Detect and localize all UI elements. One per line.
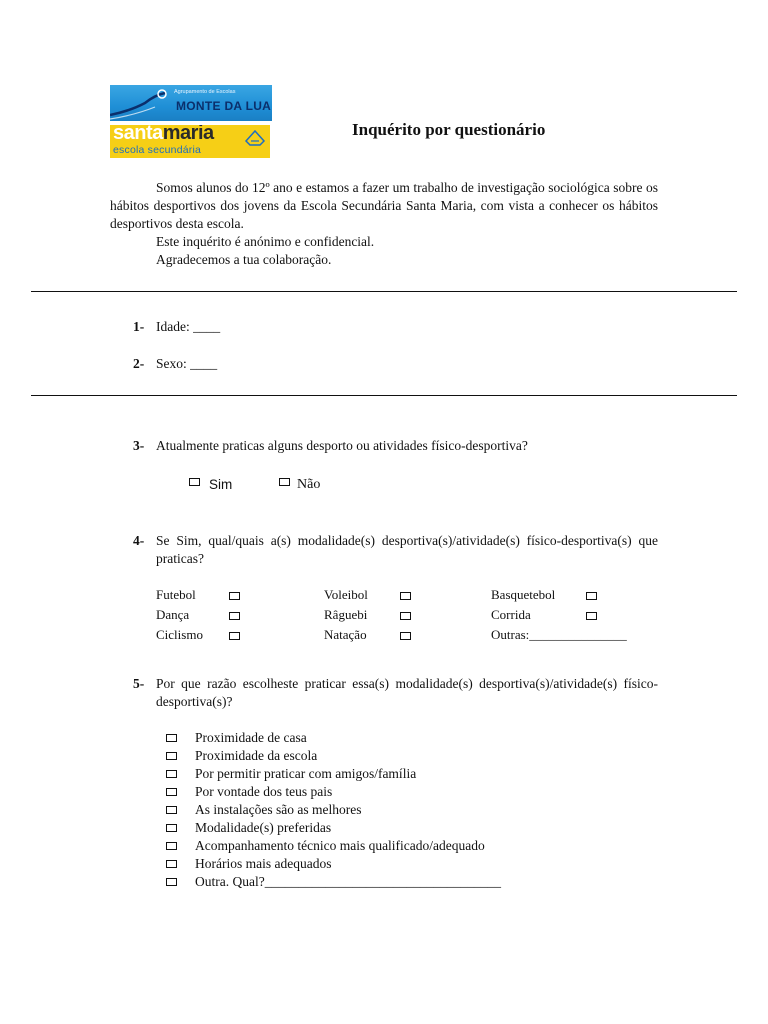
q5-option-label[interactable]: Outra. Qual?___________________________________ [195, 874, 501, 889]
intro-paragraph-2: Este inquérito é anónimo e confidencial. [156, 234, 375, 249]
q4-number: 4- [133, 533, 145, 548]
q5-option-label: Modalidade(s) preferidas [195, 820, 332, 835]
intro-paragraph-3: Agradecemos a tua colaboração. [156, 252, 332, 267]
q4-ciclismo-checkbox[interactable] [229, 632, 240, 640]
monte-da-lua-logo [110, 85, 272, 121]
q3-text: Atualmente praticas alguns desporto ou atividades físico-desportiva? [156, 438, 528, 453]
q3-nao-label: Não [297, 477, 321, 492]
q5-option-checkbox[interactable] [166, 788, 177, 796]
q5-option-label: Proximidade da escola [195, 748, 318, 763]
q4-natacao-checkbox[interactable] [400, 632, 411, 640]
q4-text: Se Sim, qual/quais a(s) modalidade(s) desportiva(s)/atividade(s) físico-desportiva(s) que praticas? [156, 533, 658, 566]
q4-option-corrida: Corrida [491, 607, 531, 622]
q5-option-checkbox[interactable] [166, 878, 177, 886]
q1-text[interactable]: Idade: ____ [156, 319, 221, 334]
q5-option-checkbox[interactable] [166, 806, 177, 814]
page-title: Inquérito por questionário [352, 120, 546, 139]
q5-number: 5- [133, 676, 145, 691]
q2-text[interactable]: Sexo: ____ [156, 356, 218, 371]
q3-sim-label: Sim [209, 477, 233, 492]
q4-option-futebol: Futebol [156, 587, 196, 602]
q4-futebol-checkbox[interactable] [229, 592, 240, 600]
q5-option-checkbox[interactable] [166, 752, 177, 760]
santa-maria-logo [110, 125, 270, 158]
q5-option-checkbox[interactable] [166, 770, 177, 778]
monte-da-lua-emblem-icon [110, 85, 180, 121]
q4-option-voleibol: Voleibol [324, 587, 368, 602]
q4-danca-checkbox[interactable] [229, 612, 240, 620]
q1-number: 1- [133, 319, 145, 334]
q5-option-checkbox[interactable] [166, 842, 177, 850]
q5-option-label: Acompanhamento técnico mais qualificado/adequado [195, 838, 485, 853]
q4-voleibol-checkbox[interactable] [400, 592, 411, 600]
q4-option-raguebi: Râguebi [324, 607, 368, 622]
q5-option-checkbox[interactable] [166, 734, 177, 742]
divider [31, 291, 737, 292]
santa-maria-building-icon [244, 129, 266, 147]
q5-option-checkbox[interactable] [166, 824, 177, 832]
intro-paragraph-1: Somos alunos do 12º ano e estamos a fazer um trabalho de investigação sociológica sobre os hábitos desportivos dos jovens da Escola Secundária Santa Maria, com vista a conhecer os hábitos desportivos desta escola. [110, 180, 658, 231]
q4-option-natacao: Natação [324, 627, 367, 642]
q5-text: Por que razão escolheste praticar essa(s) modalidade(s) desportiva(s)/atividade(s) físico-desportiva(s)? [156, 676, 658, 709]
q5-option-label: Por permitir praticar com amigos/família [195, 766, 417, 781]
q3-nao-checkbox[interactable] [279, 478, 290, 486]
q4-option-danca: Dança [156, 607, 190, 622]
q4-option-basquetebol: Basquetebol [491, 587, 556, 602]
q5-option-label: Proximidade de casa [195, 730, 307, 745]
q4-corrida-checkbox[interactable] [586, 612, 597, 620]
q3-number: 3- [133, 438, 145, 453]
q5-option-label: Por vontade dos teus pais [195, 784, 333, 799]
q5-option-label: As instalações são as melhores [195, 802, 362, 817]
q2-number: 2- [133, 356, 145, 371]
q5-option-label: Horários mais adequados [195, 856, 332, 871]
santa-maria-subtitle: escola secundária [113, 144, 202, 156]
q5-option-checkbox[interactable] [166, 860, 177, 868]
santa-maria-name: santamaria [113, 125, 214, 144]
monte-da-lua-name: MONTE DA LUA [176, 99, 272, 113]
divider [31, 395, 737, 396]
q4-basquetebol-checkbox[interactable] [586, 592, 597, 600]
intro-text [110, 179, 658, 269]
q4-raguebi-checkbox[interactable] [400, 612, 411, 620]
monte-da-lua-subtitle: Agrupamento de Escolas [174, 89, 236, 95]
q4-option-ciclismo: Ciclismo [156, 627, 203, 642]
q3-sim-checkbox[interactable] [189, 478, 200, 486]
q4-option-outras[interactable]: Outras:_______________ [491, 627, 627, 642]
